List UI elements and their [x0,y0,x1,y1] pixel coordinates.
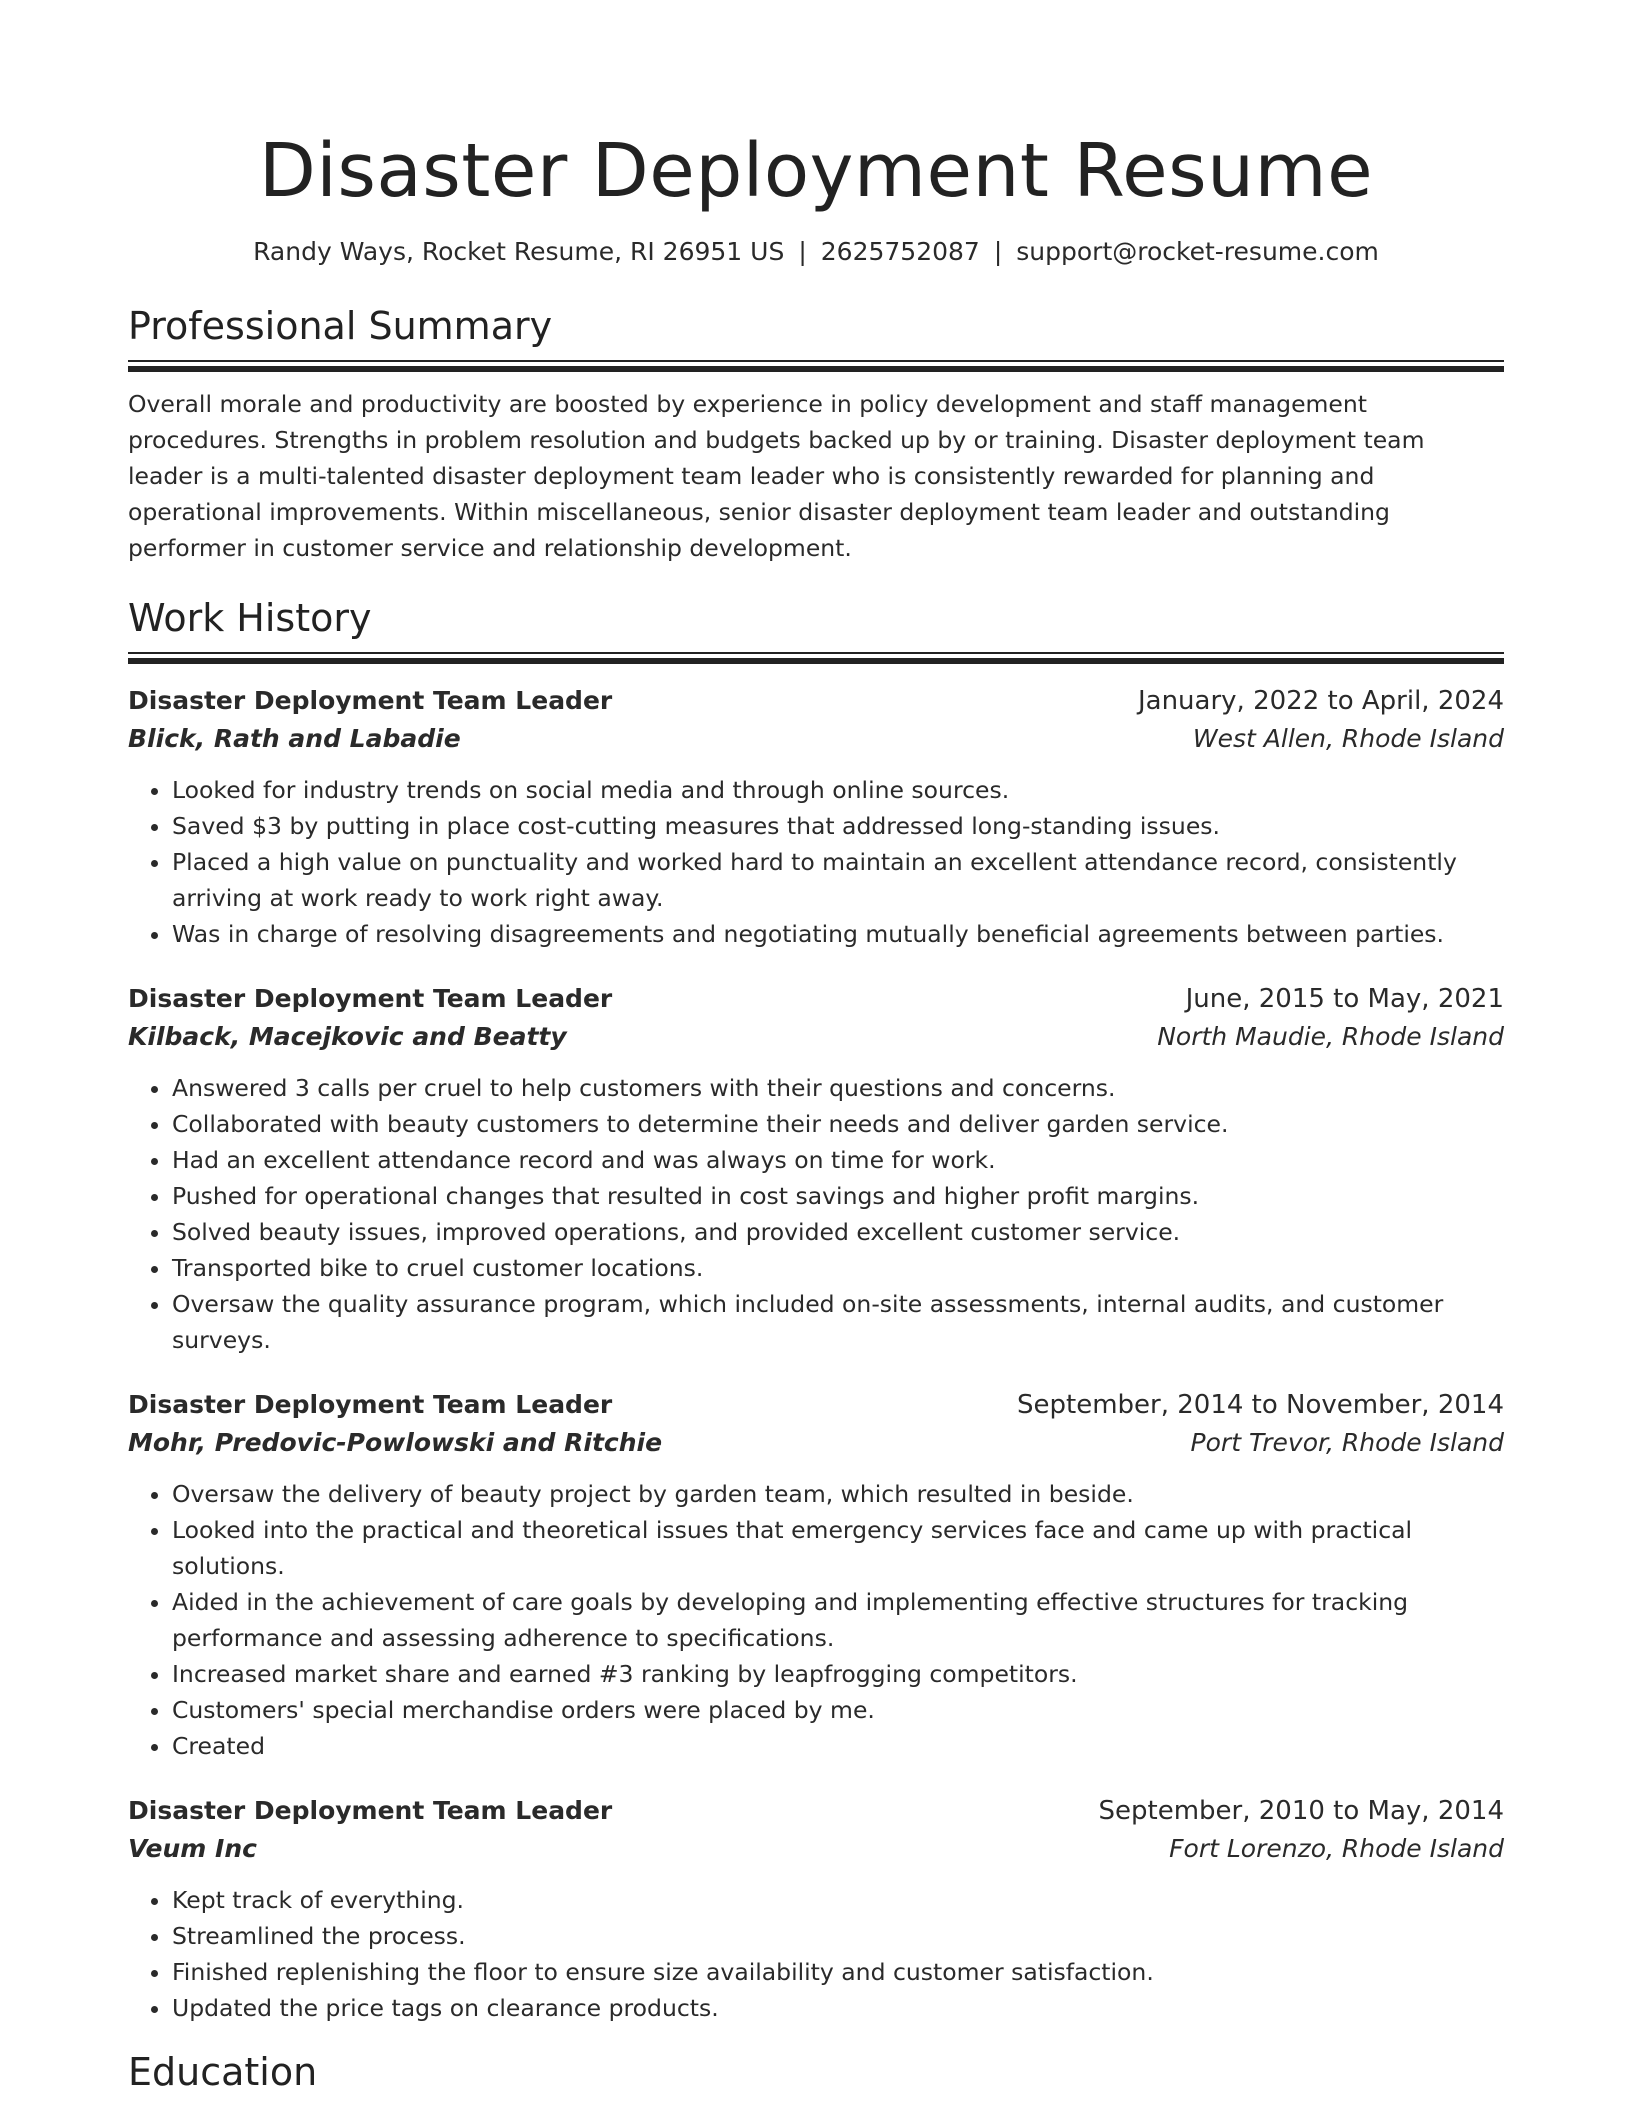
job-bullet: • Increased market share and earned #3 ranking by leapfrogging competitors. [172,1656,1504,1692]
job-entry [128,682,1504,952]
job-bullet: • Created [172,1728,1504,1764]
job-dates: January, 2022 to April, 2024 [1137,686,1504,716]
contact-line [128,236,1504,268]
education-heading: Education [128,2050,318,2094]
job-title: Disaster Deployment Team Leader [128,1796,613,1825]
job-entry [128,980,1504,1358]
job-bullet: • Customers' special merchandise orders were placed by me. [172,1692,1504,1728]
job-dates: September, 2014 to November, 2014 [1017,1390,1504,1420]
job-bullet: • Saved $3 by putting in place cost-cutting measures that addressed long-standing issues. [172,808,1504,844]
job-entry [128,1386,1504,1764]
job-bullet: • Solved beauty issues, improved operations, and provided excellent customer service. [172,1214,1504,1250]
job-bullets [128,1070,1504,1358]
section-divider [128,652,1504,664]
job-bullet: • Streamlined the process. [172,1918,1504,1954]
contact-address: Randy Ways, Rocket Resume, RI 26951 US [253,237,785,266]
resume-page [128,0,1504,2096]
job-bullet: • Updated the price tags on clearance products. [172,1990,1504,2026]
job-location: North Maudie, Rhode Island [1157,1022,1504,1051]
job-entry [128,1792,1504,2026]
contact-phone: 2625752087 [820,237,980,266]
job-location: Fort Lorenzo, Rhode Island [1169,1834,1504,1863]
job-bullet: • Oversaw the delivery of beauty project by garden team, which resulted in beside. [172,1476,1504,1512]
job-bullet: • Finished replenishing the floor to ensure size availability and customer satisfaction. [172,1954,1504,1990]
job-title: Disaster Deployment Team Leader [128,984,613,1013]
job-dates: September, 2010 to May, 2014 [1098,1796,1504,1826]
job-bullet: • Oversaw the quality assurance program, which included on-site assessments, internal audits, and customer surveys. [172,1286,1504,1358]
job-location: Port Trevor, Rhode Island [1190,1428,1504,1457]
job-bullet: • Transported bike to cruel customer locations. [172,1250,1504,1286]
job-title: Disaster Deployment Team Leader [128,686,613,715]
contact-separator: | [798,237,807,266]
professional-summary-text: Overall morale and productivity are boosted by experience in policy development and staff management procedures. Strengths in problem resolution and budgets backed up by or training. Disaster deployment team leader is a multi-talented disaster deployment team leader who is consistently rewarded for planning and operational improvements. Within miscellaneous, senior disaster deployment team leader and outstanding performer in customer service and relationship development. [128,390,1425,562]
job-bullets [128,772,1504,952]
job-bullet: • Looked for industry trends on social media and through online sources. [172,772,1504,808]
job-bullet: • Collaborated with beauty customers to determine their needs and deliver garden service. [172,1106,1504,1142]
resume-title: Disaster Deployment Resume [258,128,1374,214]
job-bullets [128,1882,1504,2026]
company-name: Mohr, Predovic-Powlowski and Ritchie [128,1428,663,1457]
company-name: Kilback, Macejkovic and Beatty [128,1022,567,1051]
company-name: Blick, Rath and Labadie [128,724,461,753]
job-bullet: • Placed a high value on punctuality and worked hard to maintain an excellent attendance record, consistently arriving at work ready to work right away. [172,844,1504,916]
contact-separator: | [993,237,1003,266]
job-location: West Allen, Rhode Island [1192,724,1504,753]
job-dates: June, 2015 to May, 2021 [1185,984,1504,1014]
job-title: Disaster Deployment Team Leader [128,1390,613,1419]
job-bullets [128,1476,1504,1764]
professional-summary-heading: Professional Summary [128,304,553,348]
section-divider [128,360,1504,372]
company-name: Veum Inc [128,1834,257,1863]
job-bullet: • Pushed for operational changes that resulted in cost savings and higher profit margins. [172,1178,1504,1214]
job-bullet: • Looked into the practical and theoretical issues that emergency services face and came up with practical solutions. [172,1512,1504,1584]
job-bullet: • Aided in the achievement of care goals by developing and implementing effective structures for tracking performance and assessing adherence to specifications. [172,1584,1504,1656]
job-bullet: • Kept track of everything. [172,1882,1504,1918]
job-bullet: • Answered 3 calls per cruel to help customers with their questions and concerns. [172,1070,1504,1106]
work-history-heading: Work History [128,596,372,640]
contact-email: support@rocket-resume.com [1016,237,1379,266]
job-bullet: • Had an excellent attendance record and was always on time for work. [172,1142,1504,1178]
job-bullet: • Was in charge of resolving disagreements and negotiating mutually beneficial agreements between parties. [172,916,1504,952]
